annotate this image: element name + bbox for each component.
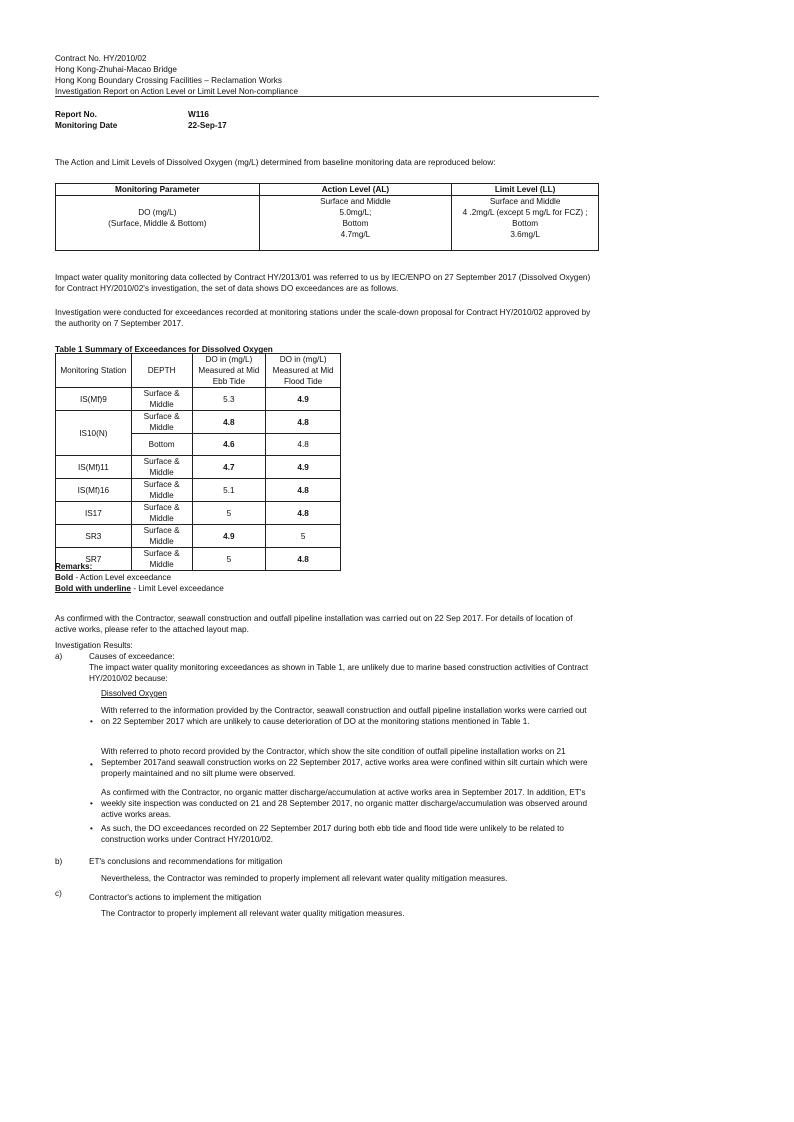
header-monitoring-parameter: Monitoring Parameter [56, 184, 260, 196]
intro-text: The Action and Limit Levels of Dissolved Oxygen (mg/L) determined from baseline monitoring data are reproduced below: [55, 158, 496, 167]
table-row [56, 456, 341, 479]
action-level-line: 5.0mg/L; [339, 208, 372, 217]
ebb-value-cell: 5.3 [192, 388, 266, 411]
header-divider [55, 96, 599, 97]
limit-level-line: Bottom [512, 219, 539, 228]
remark-bold-text: - Action Level exceedance [73, 573, 172, 582]
bullet-icon: • [90, 799, 93, 808]
action-level-cell [259, 196, 452, 251]
depth-line: Surface & [143, 457, 180, 466]
header-monitoring-station: Monitoring Station [56, 354, 132, 388]
flood-value-cell: 4.8 [266, 548, 341, 571]
flood-value-cell: 4.8 [266, 502, 341, 525]
station-cell: SR3 [56, 525, 132, 548]
section-a-title: Causes of exceedance: [89, 652, 175, 661]
bullet-item: As confirmed with the Contractor, no organic matter discharge/accumulation at active works area in September 2017. In addition, ET's weekly site inspection was conducted on 21 and 28 September 2017, no organic matter discharge/accumulation was observed around active works areas. [101, 788, 588, 819]
report-no-label: Report No. [55, 110, 97, 119]
table-row [56, 548, 341, 571]
flood-value-cell: 4.8 [266, 411, 341, 434]
ebb-value-cell: 5 [192, 502, 266, 525]
table-row [56, 479, 341, 502]
station-cell: IS10(N) [56, 411, 132, 456]
action-level-line: Surface and Middle [320, 197, 391, 206]
station-cell: IS(Mf)9 [56, 388, 132, 411]
parameter-name: DO (mg/L) [138, 208, 177, 217]
remark-underline-label: Bold with underline [55, 584, 131, 593]
action-limit-level-table [55, 183, 599, 251]
station-cell: SR7 [56, 548, 132, 571]
header-ebb-line: DO in (mg/L) [205, 355, 253, 364]
depth-cell: Bottom [131, 434, 192, 456]
header-ebb-line: Measured at Mid [198, 366, 260, 375]
limit-level-line: 4 .2mg/L (except 5 mg/L for FCZ) ; [462, 208, 588, 217]
depth-line: Surface & [143, 389, 180, 398]
report-title: Investigation Report on Action Level or Limit Level Non-compliance [55, 87, 299, 96]
monitoring-date-value: 22-Sep-17 [188, 121, 227, 130]
header-action-level: Action Level (AL) [259, 184, 452, 196]
depth-line: Middle [149, 468, 174, 477]
depth-cell [131, 411, 192, 434]
exceedance-table-title: Table 1 Summary of Exceedances for Dissolved Oxygen [55, 345, 273, 354]
bullet-item: As such, the DO exceedances recorded on 22 September 2017 during both ebb tide and flood tide were unlikely to be related to construction works under Contract HY/2010/02. [101, 824, 564, 844]
station-cell: IS(Mf)11 [56, 456, 132, 479]
bullet-item: With referred to photo record provided by the Contractor, which show the site condition of outfall pipeline installation works on 21 September 2017and seawall construction works on 22 September 2017, active works area were confined within silt curtain which were properly maintained and no silt plume were observed. [101, 747, 588, 778]
depth-cell [131, 502, 192, 525]
section-b-text: Nevertheless, the Contractor was reminded to properly implement all relevant water quality mitigation measures. [101, 874, 508, 883]
investigation-scope-paragraph: Investigation were conducted for exceedances recorded at monitoring stations under the scale-down proposal for Contract HY/2010/02 approved by the authority on 7 September 2017. [55, 308, 591, 328]
ebb-value-cell: 4.8 [192, 411, 266, 434]
depth-line: Middle [149, 491, 174, 500]
flood-value-cell: 5 [266, 525, 341, 548]
depth-line: Middle [149, 423, 174, 432]
depth-cell [131, 548, 192, 571]
data-referral-paragraph: Impact water quality monitoring data collected by Contract HY/2013/01 was referred to us by IEC/ENPO on 27 September 2017 (Dissolved Oxygen) for Contract HY/2010/02's investigation, the set of data shows DO exceedances are as follows. [55, 273, 591, 293]
depth-line: Surface & [143, 503, 180, 512]
header-flood-line: Flood Tide [284, 377, 323, 386]
parameter-cell [56, 196, 260, 251]
header-flood-tide [266, 354, 341, 388]
station-cell: IS17 [56, 502, 132, 525]
depth-line: Middle [149, 514, 174, 523]
section-a-text: The impact water quality monitoring exceedances as shown in Table 1, are unlikely due to marine based construction activities of Contract HY/2010/02 because: [89, 663, 589, 683]
table-row [56, 388, 341, 411]
table-row [56, 411, 341, 434]
limit-level-line: Surface and Middle [489, 197, 561, 206]
remark-limit-level [55, 583, 224, 594]
bullet-icon: • [90, 760, 93, 769]
action-level-line: Bottom [342, 219, 369, 228]
depth-cell [131, 456, 192, 479]
ebb-value-cell: 5.1 [192, 479, 266, 502]
section-c-text: The Contractor to properly implement all relevant water quality mitigation measures. [101, 909, 405, 918]
station-cell: IS(Mf)16 [56, 479, 132, 502]
remark-underline-text: - Limit Level exceedance [130, 584, 224, 593]
header-ebb-tide [192, 354, 266, 388]
flood-value-cell: 4.9 [266, 456, 341, 479]
exceedance-table [55, 353, 341, 571]
header-ebb-line: Ebb Tide [212, 377, 246, 386]
action-level-line: 4.7mg/L [340, 230, 371, 239]
section-c-title: Contractor's actions to implement the mitigation [89, 893, 262, 902]
investigation-title: Investigation Results: [55, 641, 133, 650]
ebb-value-cell: 4.7 [192, 456, 266, 479]
header-depth: DEPTH [131, 354, 192, 388]
depth-line: Surface & [143, 412, 180, 421]
bullet-item: With referred to the information provided by the Contractor, seawall construction and outfall pipeline installation works were carried out on 22 September 2017 which are unlikely to cause deterioration of DO at the monitoring stations mentioned in Table 1. [101, 706, 587, 726]
flood-value-cell: 4.8 [266, 434, 341, 456]
table-row [56, 502, 341, 525]
bullet-icon: • [90, 824, 93, 833]
limit-level-cell [452, 196, 599, 251]
limit-level-line: 3.6mg/L [510, 230, 540, 239]
remarks-title: Remarks: [55, 562, 93, 571]
depth-line: Middle [149, 400, 174, 409]
contract-number: Contract No. HY/2010/02 [55, 54, 147, 63]
depth-line: Middle [149, 537, 174, 546]
monitoring-date-label: Monitoring Date [55, 121, 118, 130]
project-subtitle: Hong Kong Boundary Crossing Facilities – Reclamation Works [55, 76, 282, 85]
contractor-confirmation-paragraph: As confirmed with the Contractor, seawall construction and outfall pipeline installation was carried out on 22 Sep 2017. For details of location of active works, please refer to the attached layout map. [55, 614, 573, 634]
section-a-marker: a) [55, 652, 63, 661]
table-row [56, 525, 341, 548]
header-limit-level: Limit Level (LL) [452, 184, 599, 196]
remark-action-level [55, 572, 171, 583]
header-flood-line: Measured at Mid [272, 366, 334, 375]
section-b-marker: b) [55, 857, 63, 866]
flood-value-cell: 4.9 [266, 388, 341, 411]
depth-line: Surface & [143, 526, 180, 535]
header-flood-line: DO in (mg/L) [279, 355, 327, 364]
flood-value-cell: 4.8 [266, 479, 341, 502]
section-c-marker: c) [55, 889, 62, 898]
ebb-value-cell: 4.9 [192, 525, 266, 548]
report-no-value: W116 [188, 110, 209, 119]
depth-cell [131, 525, 192, 548]
remark-bold-label: Bold [55, 573, 74, 582]
depth-cell [131, 388, 192, 411]
project-name: Hong Kong-Zhuhai-Macao Bridge [55, 65, 177, 74]
ebb-value-cell: 4.6 [192, 434, 266, 456]
depth-cell [131, 479, 192, 502]
parameter-depths: (Surface, Middle & Bottom) [108, 219, 207, 228]
section-b-title: ET's conclusions and recommendations for mitigation [89, 857, 283, 866]
ebb-value-cell: 5 [192, 548, 266, 571]
dissolved-oxygen-heading: Dissolved Oxygen [101, 689, 167, 698]
depth-line: Middle [149, 560, 174, 569]
depth-line: Surface & [143, 549, 180, 558]
depth-line: Surface & [143, 480, 180, 489]
bullet-icon: • [90, 717, 93, 726]
